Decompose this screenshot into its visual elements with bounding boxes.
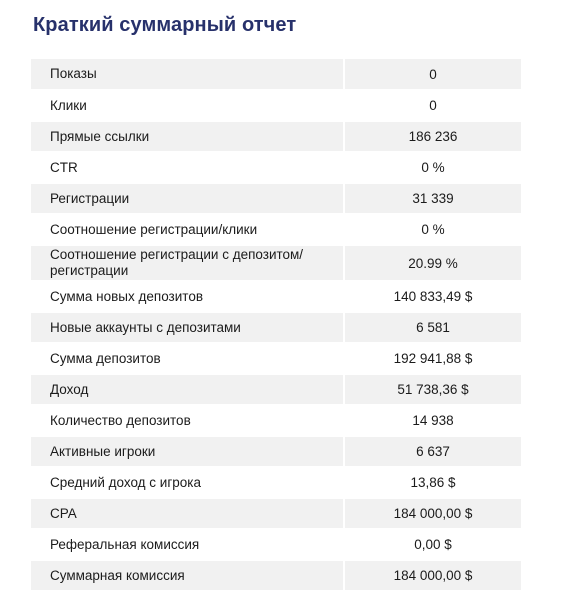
table-row	[31, 121, 521, 152]
row-label: Новые аккаунты с депозитами	[31, 312, 344, 343]
row-label: Сумма новых депозитов	[31, 281, 344, 312]
row-value: 6 637	[344, 436, 521, 467]
row-label: Средний доход с игрока	[31, 467, 344, 498]
row-value: 192 941,88 $	[344, 343, 521, 374]
row-value: 186 236	[344, 121, 521, 152]
table-row	[31, 436, 521, 467]
row-value: 13,86 $	[344, 467, 521, 498]
row-label: CTR	[31, 152, 344, 183]
row-value: 0,00 $	[344, 529, 521, 560]
row-label: Соотношение регистрации/клики	[31, 214, 344, 245]
table-row	[31, 214, 521, 245]
row-label: Соотношение регистрации с депозитом/ регистрации	[31, 245, 344, 281]
table-row	[31, 183, 521, 214]
table-row	[31, 529, 521, 560]
row-value: 14 938	[344, 405, 521, 436]
row-label: CPA	[31, 498, 344, 529]
row-value: 0	[344, 59, 521, 90]
row-label: Доход	[31, 374, 344, 405]
row-value: 0 %	[344, 214, 521, 245]
table-row	[31, 281, 521, 312]
row-value: 0	[344, 90, 521, 121]
row-label: Клики	[31, 90, 344, 121]
table-row	[31, 245, 521, 281]
row-label: Сумма депозитов	[31, 343, 344, 374]
table-row	[31, 498, 521, 529]
table-row	[31, 560, 521, 591]
row-value: 0 %	[344, 152, 521, 183]
table-row	[31, 152, 521, 183]
row-value: 51 738,36 $	[344, 374, 521, 405]
row-label: Суммарная комиссия	[31, 560, 344, 591]
row-value: 6 581	[344, 312, 521, 343]
table-row	[31, 90, 521, 121]
row-label: Активные игроки	[31, 436, 344, 467]
row-value: 140 833,49 $	[344, 281, 521, 312]
row-label: Регистрации	[31, 183, 344, 214]
row-label: Показы	[31, 59, 344, 90]
table-row	[31, 343, 521, 374]
table-row	[31, 467, 521, 498]
table-row	[31, 312, 521, 343]
row-label: Прямые ссылки	[31, 121, 344, 152]
summary-table	[31, 59, 521, 591]
row-value: 184 000,00 $	[344, 498, 521, 529]
row-value: 184 000,00 $	[344, 560, 521, 591]
row-label: Реферальная комиссия	[31, 529, 344, 560]
row-label: Количество депозитов	[31, 405, 344, 436]
row-value: 31 339	[344, 183, 521, 214]
report-title: Краткий суммарный отчет	[33, 14, 297, 36]
table-row	[31, 59, 521, 90]
table-row	[31, 405, 521, 436]
table-row	[31, 374, 521, 405]
row-value: 20.99 %	[344, 245, 521, 281]
